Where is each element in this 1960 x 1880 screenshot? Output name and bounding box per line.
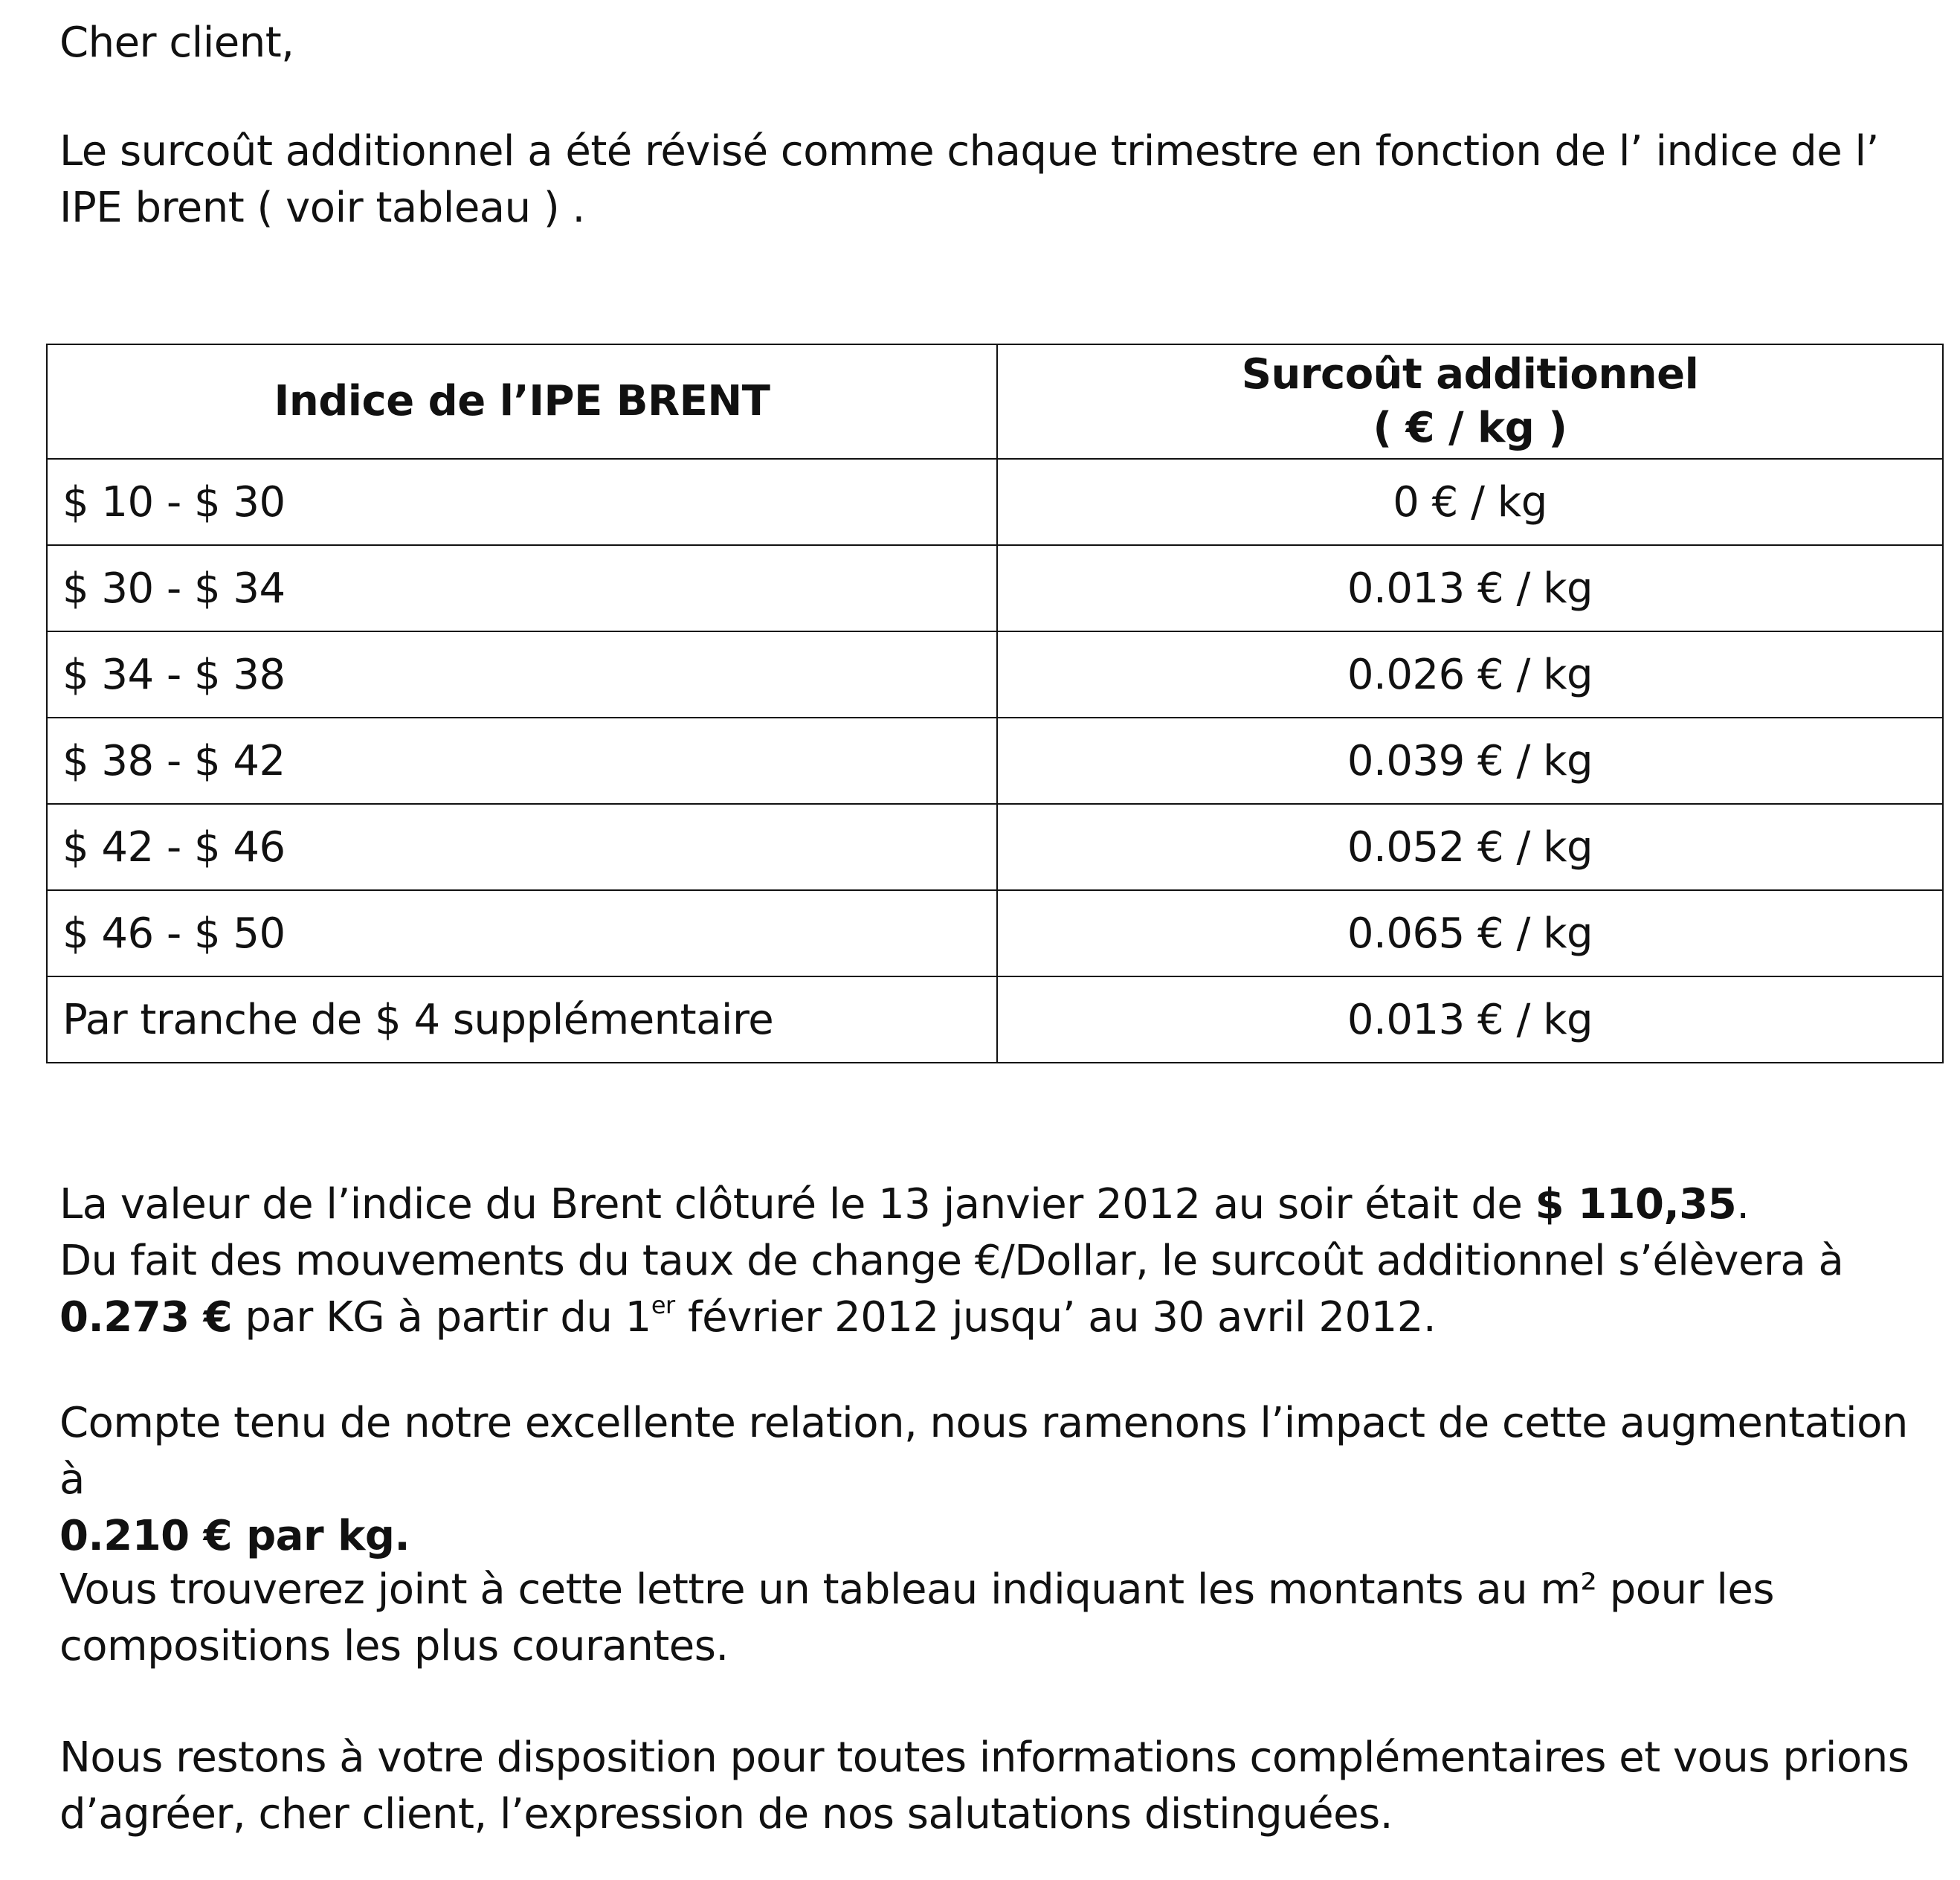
table-row bbox=[47, 890, 1943, 976]
brent-text-2: . bbox=[1736, 1180, 1750, 1229]
brent-range-cell: $ 34 - $ 38 bbox=[47, 631, 997, 718]
brent-range-cell: $ 46 - $ 50 bbox=[47, 890, 997, 976]
table-row bbox=[47, 976, 1943, 1063]
superscript-er: er bbox=[651, 1291, 675, 1320]
surcharge-table bbox=[46, 344, 1944, 1063]
salutation: Cher client, bbox=[59, 19, 294, 67]
brent-text-3: Du fait des mouvements du taux de change €/Dollar, le surcoût additionnel s’élèvera à bbox=[59, 1237, 1844, 1285]
table-row bbox=[47, 804, 1943, 890]
header-surcharge-unit: ( € / kg ) bbox=[1373, 404, 1567, 452]
surcharge-cell: 0.013 € / kg bbox=[997, 976, 1943, 1063]
reduced-surcharge-value: 0.210 € par kg. bbox=[59, 1512, 410, 1560]
brent-text-5: février 2012 jusqu’ au 30 avril 2012. bbox=[674, 1293, 1437, 1342]
surcharge-cell: 0.026 € / kg bbox=[997, 631, 1943, 718]
surcharge-cell: 0.039 € / kg bbox=[997, 718, 1943, 804]
table-row bbox=[47, 545, 1943, 631]
table-row bbox=[47, 631, 1943, 718]
brent-range-cell: $ 42 - $ 46 bbox=[47, 804, 997, 890]
brent-value: $ 110,35 bbox=[1535, 1180, 1737, 1229]
attachment-paragraph: Vous trouverez joint à cette lettre un tableau indiquant les montants au m² pour les compositions les plus courantes. bbox=[59, 1565, 1775, 1670]
surcharge-cell: 0.065 € / kg bbox=[997, 890, 1943, 976]
table-header-row bbox=[47, 344, 1943, 459]
brent-range-cell: $ 10 - $ 30 bbox=[47, 459, 997, 545]
brent-text-4: par KG à partir du 1 bbox=[232, 1293, 651, 1342]
brent-value-paragraph bbox=[59, 1176, 1933, 1346]
relation-text: Compte tenu de notre excellente relation, nous ramenons l’impact de cette augmentation à bbox=[59, 1399, 1908, 1504]
brent-text-1: La valeur de l’indice du Brent clôturé le 13 janvier 2012 au soir était de bbox=[59, 1180, 1535, 1229]
header-brent-index: Indice de l’IPE BRENT bbox=[47, 344, 997, 459]
intro-paragraph: Le surcoût additionnel a été révisé comme chaque trimestre en fonction de l’ indice de l’ IPE brent ( voir tableau ) . bbox=[59, 127, 1879, 232]
relation-paragraph bbox=[59, 1395, 1933, 1565]
table-row bbox=[47, 718, 1943, 804]
brent-range-cell: $ 38 - $ 42 bbox=[47, 718, 997, 804]
table-row bbox=[47, 459, 1943, 545]
surcharge-cell: 0.052 € / kg bbox=[997, 804, 1943, 890]
surcharge-cell: 0.013 € / kg bbox=[997, 545, 1943, 631]
surcharge-value: 0.273 € bbox=[59, 1293, 233, 1342]
header-surcharge bbox=[997, 344, 1943, 459]
brent-range-cell: Par tranche de $ 4 supplémentaire bbox=[47, 976, 997, 1063]
surcharge-cell: 0 € / kg bbox=[997, 459, 1943, 545]
brent-range-cell: $ 30 - $ 34 bbox=[47, 545, 997, 631]
header-surcharge-title: Surcoût additionnel bbox=[1241, 350, 1699, 399]
closing-paragraph: Nous restons à votre disposition pour toutes informations complémentaires et vous prions d’agréer, cher client, l’expression de nos salutations distinguées. bbox=[59, 1733, 1909, 1838]
